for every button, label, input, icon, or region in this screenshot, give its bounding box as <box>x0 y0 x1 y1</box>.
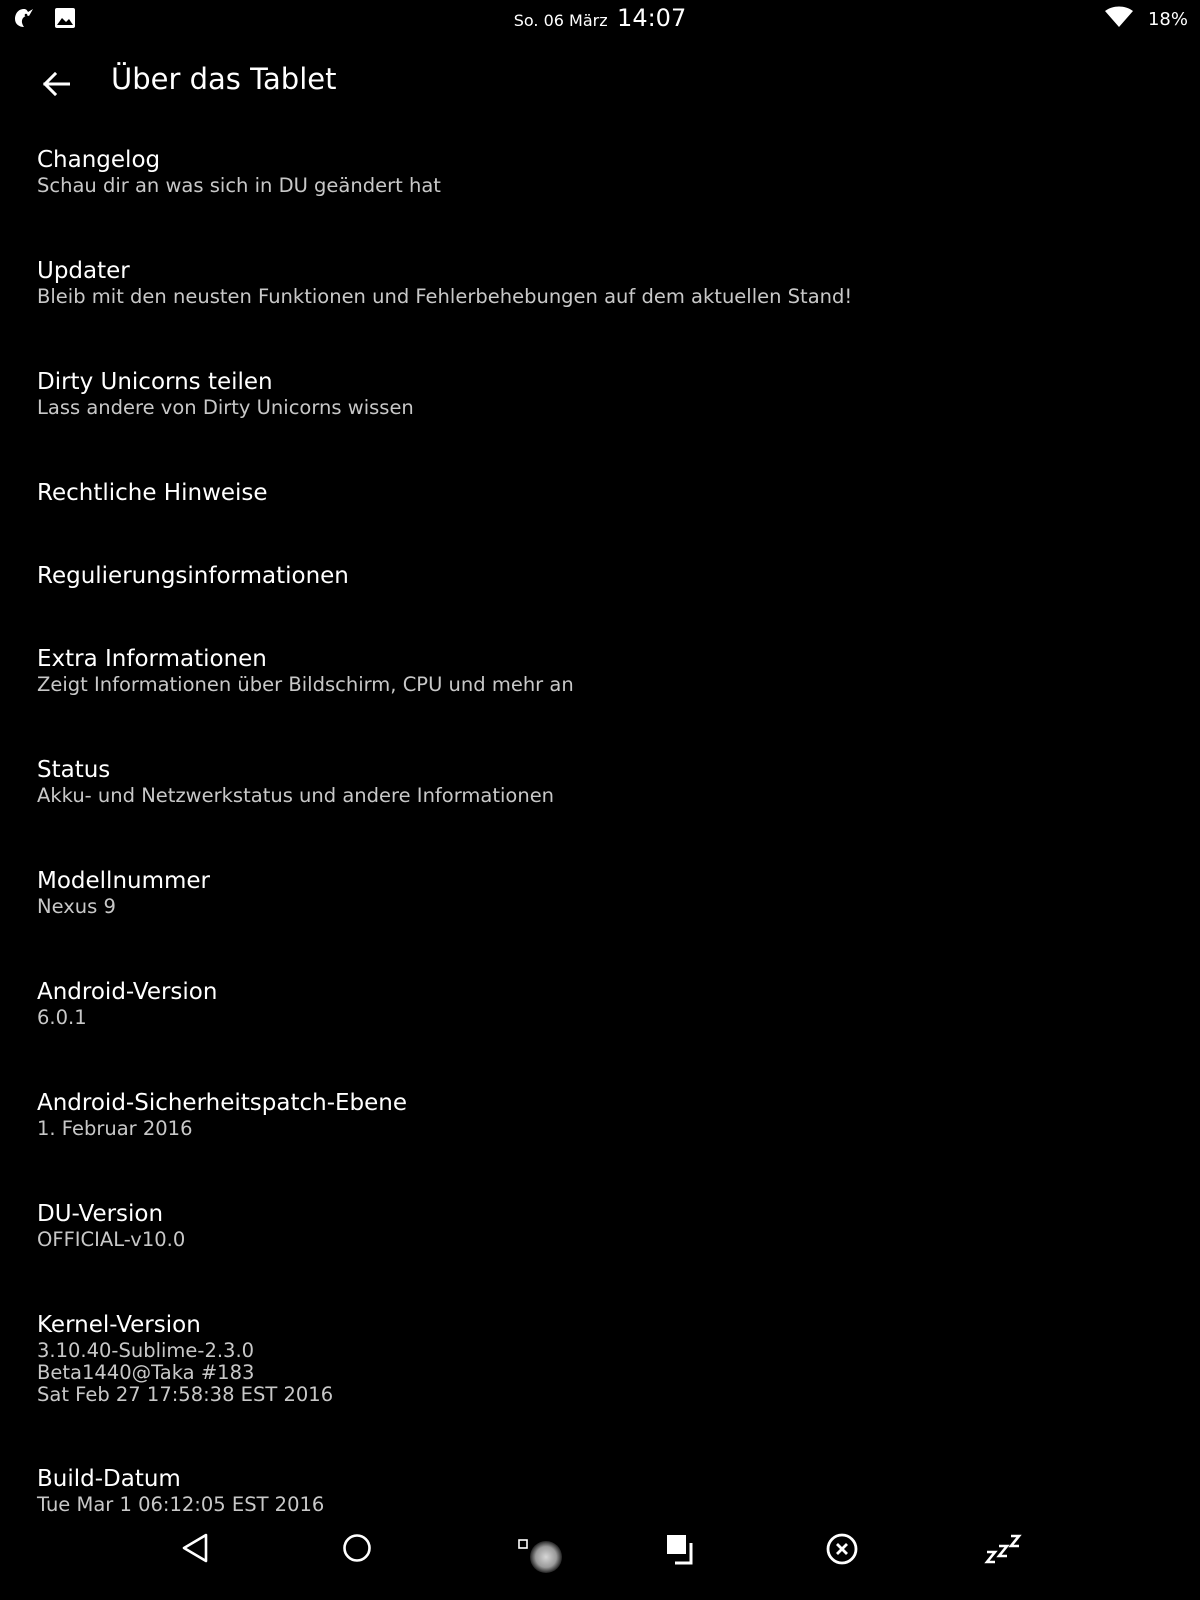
close-circle-icon <box>825 1532 859 1566</box>
item-summary: Zeigt Informationen über Bildschirm, CPU und mehr an <box>37 673 574 696</box>
list-item-kernel-version[interactable] <box>0 1310 1200 1464</box>
item-title: Changelog <box>37 147 161 173</box>
item-summary: Bleib mit den neusten Funktionen und Fehlerbehebungen auf dem aktuellen Stand! <box>37 285 853 308</box>
page-title: Über das Tablet <box>111 62 337 96</box>
home-circle-icon <box>341 1532 373 1564</box>
back-button[interactable] <box>36 64 76 104</box>
arrow-back-icon <box>42 72 70 96</box>
list-item-du-version[interactable] <box>0 1199 1200 1310</box>
status-bar <box>0 0 1200 40</box>
item-summary: Tue Mar 1 06:12:05 EST 2016 <box>37 1493 325 1516</box>
item-summary: 3.10.40-Sublime-2.3.0 Beta1440@Taka #183 Sat Feb 27 17:58:38 EST 2016 <box>37 1339 334 1406</box>
navigation-bar <box>0 1530 1200 1600</box>
nav-sleep-button[interactable] <box>974 1530 1034 1600</box>
back-triangle-icon <box>180 1532 212 1564</box>
list-item-build-date[interactable] <box>0 1464 1200 1534</box>
wifi-icon <box>1104 6 1134 33</box>
item-title: Modellnummer <box>37 868 211 894</box>
item-title: Android-Sicherheitspatch-Ebene <box>37 1090 407 1116</box>
list-item-android-version[interactable] <box>0 977 1200 1088</box>
nav-recents-button[interactable] <box>651 1530 711 1600</box>
item-title: DU-Version <box>37 1201 164 1227</box>
preference-list <box>0 145 1200 1534</box>
battery-percent: 18% <box>1147 9 1188 30</box>
nav-home-button[interactable] <box>327 1530 387 1600</box>
sleep-icon <box>984 1532 1024 1566</box>
list-item-model[interactable] <box>0 866 1200 977</box>
item-title: Android-Version <box>37 979 218 1005</box>
item-title: Build-Datum <box>37 1466 181 1492</box>
status-clock <box>0 4 1200 32</box>
item-summary: Lass andere von Dirty Unicorns wissen <box>37 396 414 419</box>
item-title: Status <box>37 757 111 783</box>
list-item-status[interactable] <box>0 755 1200 866</box>
list-item-regulatory[interactable] <box>0 561 1200 644</box>
item-summary: Akku- und Netzwerkstatus und andere Informationen <box>37 784 555 807</box>
list-item-extra-info[interactable] <box>0 644 1200 755</box>
item-title: Dirty Unicorns teilen <box>37 369 273 395</box>
item-title: Updater <box>37 258 130 284</box>
nav-close-button[interactable] <box>812 1530 872 1600</box>
nav-pie-trigger[interactable] <box>514 1530 574 1600</box>
status-time: 14:07 <box>617 4 687 32</box>
status-date: So. 06 März <box>513 11 608 30</box>
list-item-legal[interactable] <box>0 478 1200 561</box>
pie-trigger-icon <box>514 1532 574 1592</box>
item-summary: 1. Februar 2016 <box>37 1117 193 1140</box>
item-title: Extra Informationen <box>37 646 267 672</box>
list-item-security-patch[interactable] <box>0 1088 1200 1199</box>
app-bar <box>0 50 1200 114</box>
item-title: Rechtliche Hinweise <box>37 480 268 506</box>
recents-icon <box>664 1532 698 1566</box>
nav-back-button[interactable] <box>166 1530 226 1600</box>
item-title: Kernel-Version <box>37 1312 201 1338</box>
list-item-changelog[interactable] <box>0 145 1200 256</box>
item-summary: 6.0.1 <box>37 1006 87 1029</box>
list-item-updater[interactable] <box>0 256 1200 367</box>
status-system-icons <box>1104 6 1188 33</box>
list-item-share-du[interactable] <box>0 367 1200 478</box>
item-summary: Schau dir an was sich in DU geändert hat <box>37 174 441 197</box>
item-summary: OFFICIAL-v10.0 <box>37 1228 186 1251</box>
item-title: Regulierungsinformationen <box>37 563 349 589</box>
item-summary: Nexus 9 <box>37 895 116 918</box>
